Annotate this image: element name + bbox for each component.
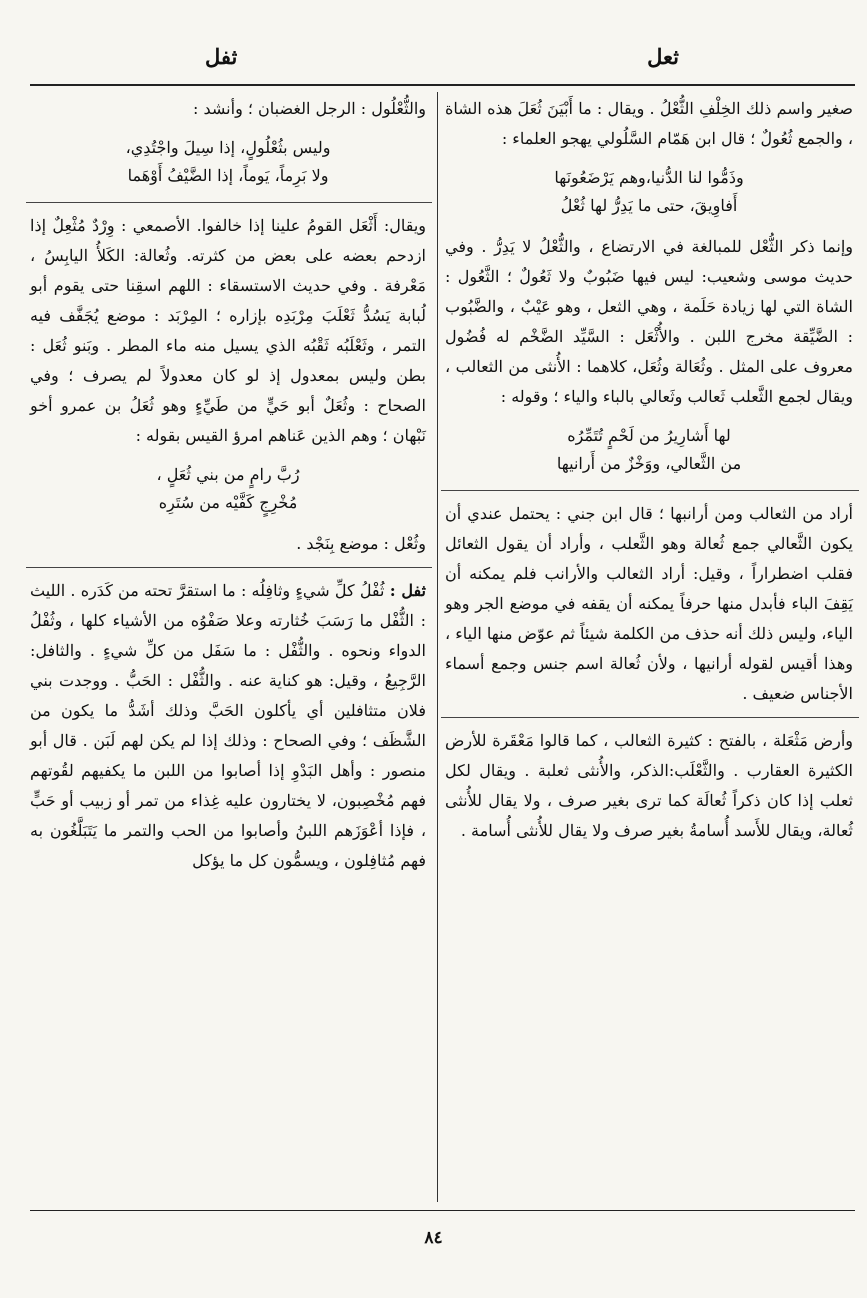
page-number: ٨٤ bbox=[424, 1228, 443, 1248]
header-rule bbox=[30, 84, 855, 86]
left-verse-2-line-1: رُبَّ رامٍ من بني ثُعَلٍ ، bbox=[156, 465, 300, 484]
left-paragraph-1: والثُّعْلُول : الرجل الغضبان ؛ وأنشد : bbox=[193, 99, 426, 118]
right-verse-1 bbox=[445, 164, 853, 220]
left-paragraph-2: ويقال: أَثْعَل القومُ علينا إذا خالفوا. الأصمعي : وِرْدٌ مُثْعِلٌ إذا ازدحم بعضه على بعض من كثرته. وثُعالة: الكَلأُ اليابِسُ ، مَعْرفة . وفي حديث الاستسقاء : اللهم اسقِنا حتى يقوم أبو لُبابة يَسُدُّ ثَعْلَبَ مِرْبَدِه بإزاره ؛ المِرْبَد : موضع يُجَفَّف فيه التمر ، وثَعْلَبُه ثَقْبُه الذي يسيل منه ماء المطر . وبَنو ثُعَل : بطن وليس بمعدول إذ لو كان معدولاً لم يصرف ؛ وفي الصحاح : وثُعَلٌ أبو حَيٍّ من طَيِّءٍ وهو ثُعَلُ بن عمرو أخو نَبْهان ؛ وهم الذين عَناهم امرؤ القيس بقوله : bbox=[30, 216, 426, 445]
right-section-separator-2 bbox=[441, 717, 859, 718]
left-entry-thafal bbox=[30, 576, 426, 876]
right-verse-2 bbox=[445, 422, 853, 478]
right-verse-2-line-1: لها أَشارِيرُ من لَحْمٍ تُتَمِّرُه bbox=[567, 426, 731, 445]
right-paragraph-1: صغير واسم ذلك الخِلْفِ الثُّعْلُ . ويقال : ما أَبْيَنَ ثُعَلَ هذه الشاة ، والجمع ثُعُولٌ ؛ قال ابن هَمّام السَّلُولي يهجو العلماء : bbox=[445, 99, 853, 148]
left-verse-2 bbox=[30, 461, 426, 517]
right-verse-2-line-2: من الثَّعالي، ووَخْزٌ من أَرانيها bbox=[556, 454, 742, 473]
right-paragraph-3: أراد من الثعالب ومن أرانبها ؛ قال ابن جني : يحتمل عندي أن يكون الثَّعالي جمع ثُعالة وهو الثَّعلب ، وأراد أن يقول الثعائل فقلب اضطراراً ، وقيل: أراد الثعالب والأرانب فلم يمكنه أن يَقِفَ الباء فأبدل منها حرفاً يمكنه أن يقفه في موضع الجر وهو الياء، وليس ذلك أنه حذف من الكلمة شيئاً ثم عوّض منها الياء ، وهذا أقيس لقوله أرانيها ، ولأن ثُعالة اسم جنس وجمع أسماء الأجناس ضعيف . bbox=[445, 504, 853, 703]
left-column bbox=[30, 94, 426, 876]
left-paragraph-3: وثُعْل : موضع بِنَجْد . bbox=[296, 534, 426, 553]
right-section-separator-1 bbox=[441, 490, 859, 491]
left-section-separator-2 bbox=[26, 567, 432, 568]
right-paragraph-2: وإنما ذكر الثُّعْل للمبالغة في الارتضاع ، والثُّعْلُ لا يَدِرُّ . وفي حديث موسى وشعيب: ليس فيها ضَبُوبٌ ولا ثَعُولٌ ؛ الثَّعُول : الشاة التي لها زيادة حَلَمة ، وهي الثعل ، وهو عَيْبٌ ، والضَّبُوب : الضَّيِّقة مخرج اللبن . والأُثْعَل : السَّيِّد الضَّخْم له فُضُول معروف على المثل . وثُعَالة وثُعَل، كلاهما : الأُنثى من الثعالب ، ويقال لجمع الثَّعلب ثَعالب وثَعالي بالباء والياء ؛ وقوله : bbox=[445, 237, 853, 406]
left-verse-2-line-2: مُخْرِجٍ كَفَّيْه من سُتَرِه bbox=[158, 493, 298, 512]
left-verse-1-line-1: وليس بثُعْلُولٍ، إذا سِيلَ واجْتُدِي، bbox=[125, 138, 331, 157]
left-verse-1 bbox=[30, 134, 426, 190]
right-verse-1-line-2: أَفاوِيقَ، حتى ما يَدِرُّ لها ثُعْلُ bbox=[560, 196, 738, 215]
left-paragraph-4: ثُفْلُ كلِّ شيءٍ وثافِلُه : ما استقرَّ تحته من كَدَره . الليث : الثُّفْل ما رَسَبَ خُثارته وعلا صَفْوُه من الأشياء كلها ، وثُفْلُ الدواء ونحوه . والثُّفْل : ما سَفَل من كلِّ شيءٍ . والثافل: الرَّجِيعُ ، وقيل: هو كناية عنه . والثُّفْل : الحَبُّ . ووجدت بني فلان متثافلين أي يأكلون الحَبَّ وذلك أشَدُّ ما يكون من الشَّظَف ؛ وفي الصحاح : وذلك إذا لم يكن لهم لَبَن . قال أبو منصور : وأهل البَدْوِ إذا أصابوا من اللبن ما يكفيهم لقُوتهم فهم مُخْصِبون، لا يختارون عليه غِذاء من تمر أو زبيب أو حَبٍّ ، فإذا أعْوَزَهم اللبنُ وأصابوا من الحب والتمر ما يَتَبَلَّغُون به فهم مُثافِلون ، ويسمُّون كل ما يؤكل bbox=[30, 581, 426, 870]
page-header-right-word: ثعل bbox=[647, 44, 679, 69]
column-divider bbox=[437, 92, 438, 1202]
left-section-separator-1 bbox=[26, 202, 432, 203]
left-verse-1-line-2: ولا بَرِماً، يَوماً، إذا الضَّيْفُ أَوْهَما bbox=[127, 166, 329, 185]
page-header-left-word: ثفل bbox=[205, 44, 238, 69]
right-verse-1-line-1: وذَمُّوا لنا الدُّنيا،وهم يَرْضَعُونَها bbox=[554, 168, 744, 187]
footer-rule bbox=[30, 1210, 855, 1211]
right-paragraph-4: وأرض مَثْعَلة ، بالفتح : كثيرة الثعالب ، كما قالوا مَعْقَرة للأرض الكثيرة العقارب . والثَّعْلَب:الذكر، والأُنثى ثعلبة . ويقال لكل ثعلب إذا كان ذكراً ثُعالَة كما ترى بغير صرف ، ولا يقال للأُنثى ثُعالة، ويقال للأَسد أُسامةُ بغير صرف ولا يقال للأُنثى أُسامة . bbox=[445, 731, 853, 840]
entry-headword-thafal: ثفل : bbox=[389, 581, 426, 600]
right-column bbox=[445, 94, 853, 846]
